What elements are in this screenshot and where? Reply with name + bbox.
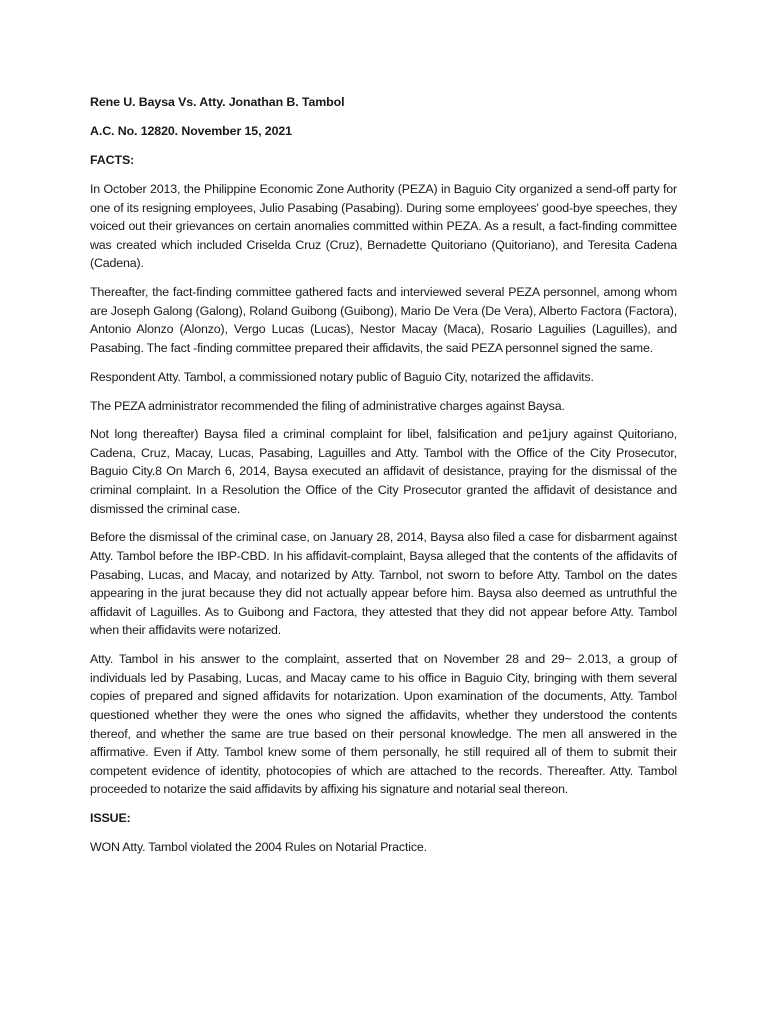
facts-paragraph-7: Atty. Tambol in his answer to the complaint, asserted that on November 28 and 29~ 2.013, a group of individuals led by Pasabing, Lucas, and Macay came to his office in Baguio City, bringing with them several copies of prepared and signed affidavits for notarization. Upon examination of the documents, Atty. Tambol questioned whether they were the ones who signed the affidavits, whether they understood the contents thereof, and whether the same are true based on their personal knowledge. The men all answered in the affirmative. Even if Atty. Tambol knew some of them personally, he still required all of them to submit their competent evidence of identity, photocopies of which are attached to the records. Thereafter. Atty. Tambol proceeded to notarize the said affidavits by affixing his signature and notarial seal thereon. xyxy=(90,652,677,797)
document-page xyxy=(90,93,677,867)
issue-heading: ISSUE: xyxy=(90,811,131,826)
facts-paragraph-1: In October 2013, the Philippine Economic Zone Authority (PEZA) in Baguio City organized a send-off party for one of its resigning employees, Julio Pasabing (Pasabing). During some employees' good-bye speeches, they voiced out their grievances on certain anomalies committed within PEZA. As a result, a fact-finding committee was created which included Criselda Cruz (Cruz), Bernadette Quitoriano (Quitoriano), and Teresita Cadena (Cadena). xyxy=(90,182,677,271)
case-number: A.C. No. 12820. November 15, 2021 xyxy=(90,124,292,138)
facts-paragraph-6: Before the dismissal of the criminal case, on January 28, 2014, Baysa also filed a case for disbarment against Atty. Tambol before the IBP-CBD. In his affidavit-complaint, Baysa alleged that the contents of the affidavits of Pasabing, Lucas, and Macay, and notarized by Atty. Tarnbol, not sworn to before Atty. Tambol on the dates appearing in the jurat because they did not actually appear before him. Baysa also deemed as untruthful the affidavit of Laguilles. As to Guibong and Factora, they attested that they did not appear before Atty. Tambol when their affidavits were notarized. xyxy=(90,530,677,638)
facts-paragraph-5: Not long thereafter) Baysa filed a criminal complaint for libel, falsification and pe1jury against Quitoriano, Cadena, Cruz, Macay, Lucas, Pasabing, Laguilles and Atty. Tambol with the Office of the City Prosecutor, Baguio City.8 On March 6, 2014, Baysa executed an affidavit of desistance, praying for the dismissal of the criminal complaint. In a Resolution the Office of the City Prosecutor granted the affidavit of desistance and dismissed the criminal case. xyxy=(90,427,677,516)
facts-heading: FACTS: xyxy=(90,153,135,167)
issue-text: WON Atty. Tambol violated the 2004 Rules on Notarial Practice. xyxy=(90,840,427,855)
facts-paragraph-4: The PEZA administrator recommended the filing of administrative charges against Baysa. xyxy=(90,398,565,413)
facts-paragraph-3: Respondent Atty. Tambol, a commissioned notary public of Baguio City, notarized the affidavits. xyxy=(90,369,594,384)
document-title: Rene U. Baysa Vs. Atty. Jonathan B. Tambol xyxy=(90,95,345,109)
facts-paragraph-2: Thereafter, the fact-finding committee gathered facts and interviewed several PEZA personnel, among whom are Joseph Galong (Galong), Roland Guibong (Guibong), Mario De Vera (De Vera), Alberto Factora (Factora), Antonio Alonzo (Alonzo), Vergo Lucas (Lucas), Nestor Macay (Maca), Rosario Laguilies (Laguilles), and Pasabing. The fact -finding committee prepared their affidavits, the said PEZA personnel signed the same. xyxy=(90,285,677,355)
